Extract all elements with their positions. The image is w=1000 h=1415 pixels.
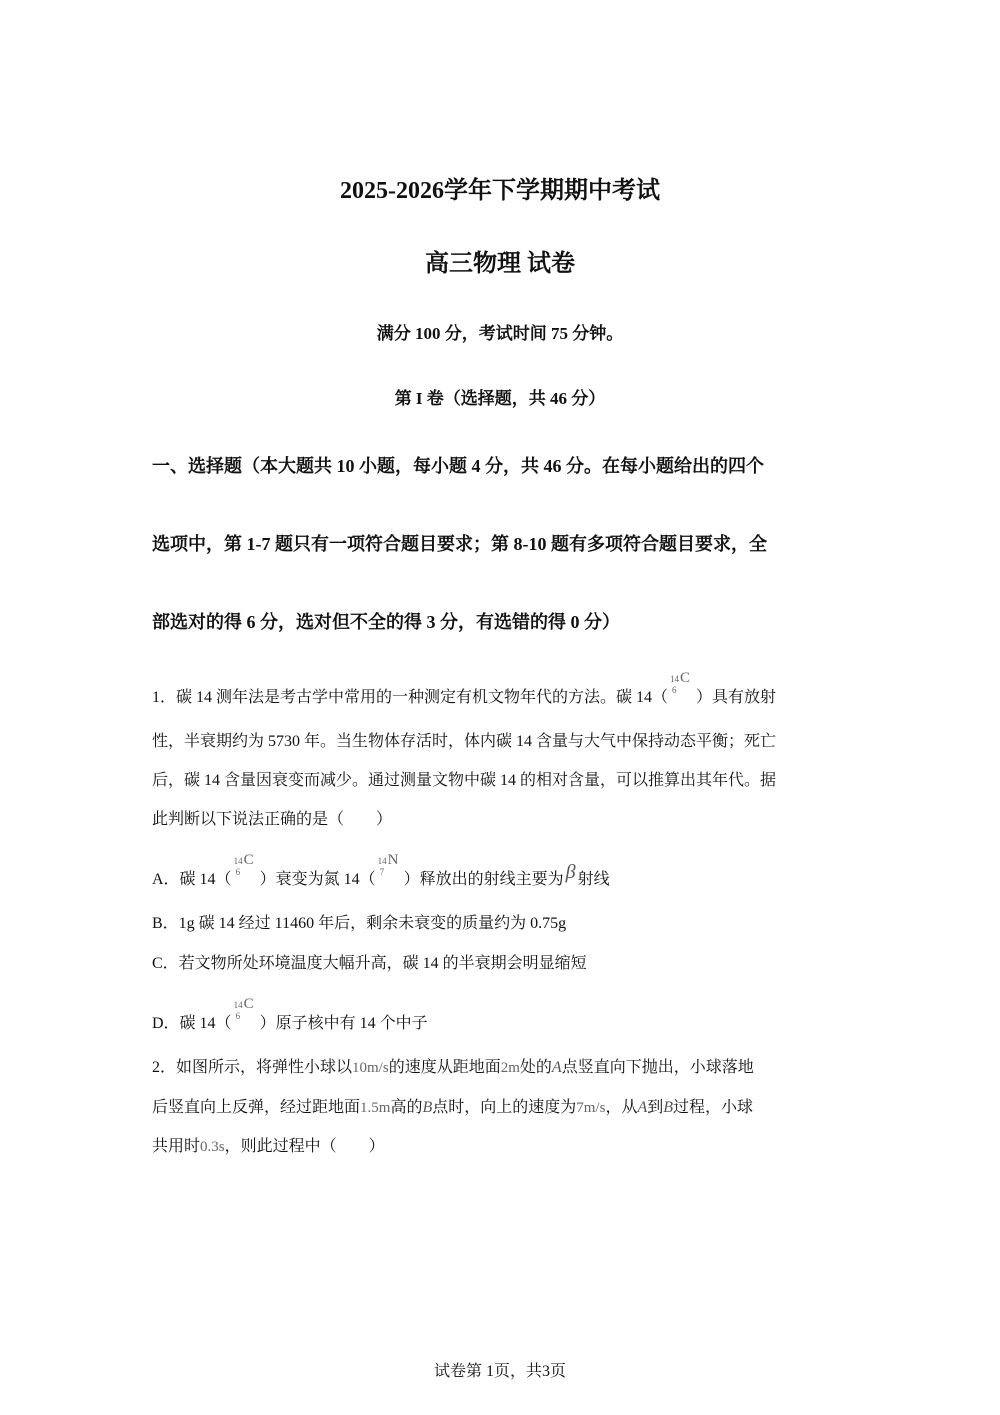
carbon-14-nuclide: 14 6 C bbox=[233, 852, 254, 877]
beta-symbol: β bbox=[565, 861, 576, 883]
elapsed-time: 0.3s bbox=[200, 1139, 225, 1155]
point-a-label: A bbox=[637, 1099, 648, 1116]
question-1-line-1: 1．碳 14 测年法是考古学中常用的一种测定有机文物年代的方法。碳 14（ 14 6 C ）具有放射 bbox=[152, 670, 777, 706]
point-b-label: B bbox=[663, 1099, 674, 1116]
question-1-line-2: 性，半衰期约为 5730 年。当生物体存活时，体内碳 14 含量与大气中保持动态平衡；死亡 bbox=[152, 733, 777, 750]
section-instructions-line-3: 部选对的得 6 分，选对但不全的得 3 分，有选错的得 0 分） bbox=[152, 612, 620, 632]
question-1-line-4: 此判断以下说法正确的是（ ） bbox=[152, 811, 393, 828]
question-1-text: 1．碳 14 测年法是考古学中常用的一种测定有机文物年代的方法。碳 14（ bbox=[152, 689, 669, 706]
initial-speed: 10m/s bbox=[352, 1060, 389, 1076]
option-c[interactable]: C．若文物所处环境温度大幅升高，碳 14 的半衰期会明显缩短 bbox=[152, 955, 587, 972]
section-instructions-line-2: 选项中，第 1-7 题只有一项符合题目要求；第 8-10 题有多项符合题目要求，全 bbox=[152, 534, 767, 554]
question-2-line-1: 2．如图所示，将弹性小球以10m/s的速度从距地面2m处的A点竖直向下抛出，小球落地 bbox=[152, 1059, 754, 1076]
volume-heading: 第 I 卷（选择题，共 46 分） bbox=[394, 389, 606, 408]
point-b-label: B bbox=[422, 1099, 433, 1116]
section-instructions-line-1: 一、选择题（本大题共 10 小题，每小题 4 分，共 46 分。在每小题给出的四个 bbox=[152, 456, 764, 476]
upward-speed: 7m/s bbox=[576, 1100, 606, 1116]
option-d[interactable]: D．碳 14（ 14 6 C ）原子核中有 14 个中子 bbox=[152, 996, 428, 1032]
option-a[interactable]: A．碳 14（ 14 6 C ）衰变为氮 14（ 14 7 N ）释放出的射线主要为 β 射线 bbox=[152, 852, 610, 888]
point-a-label: A bbox=[551, 1059, 562, 1076]
height-b: 1.5m bbox=[360, 1100, 391, 1116]
question-1-line-3: 后，碳 14 含量因衰变而减少。通过测量文物中碳 14 的相对含量，可以推算出其年代。据 bbox=[152, 772, 777, 789]
exam-title: 2025-2026学年下学期期中考试 bbox=[340, 178, 660, 204]
exam-subtitle: 高三物理 试卷 bbox=[425, 251, 575, 277]
carbon-14-nuclide: 14 6 C bbox=[670, 670, 691, 695]
height-a: 2m bbox=[500, 1060, 520, 1076]
exam-meta: 满分 100 分，考试时间 75 分钟。 bbox=[376, 324, 624, 343]
nitrogen-14-nuclide: 14 7 N bbox=[377, 852, 399, 877]
carbon-14-nuclide: 14 6 C bbox=[233, 996, 254, 1021]
option-b[interactable]: B．1g 碳 14 经过 11460 年后，剩余未衰变的质量约为 0.75g bbox=[152, 915, 567, 932]
page-footer: 试卷第 1页，共3页 bbox=[433, 1363, 566, 1380]
question-2-line-2: 后竖直向上反弹，经过距地面1.5m高的B点时，向上的速度为7m/s，从A到B过程，小球 bbox=[152, 1099, 754, 1116]
question-2-line-3: 共用时0.3s，则此过程中（ ） bbox=[152, 1138, 385, 1155]
